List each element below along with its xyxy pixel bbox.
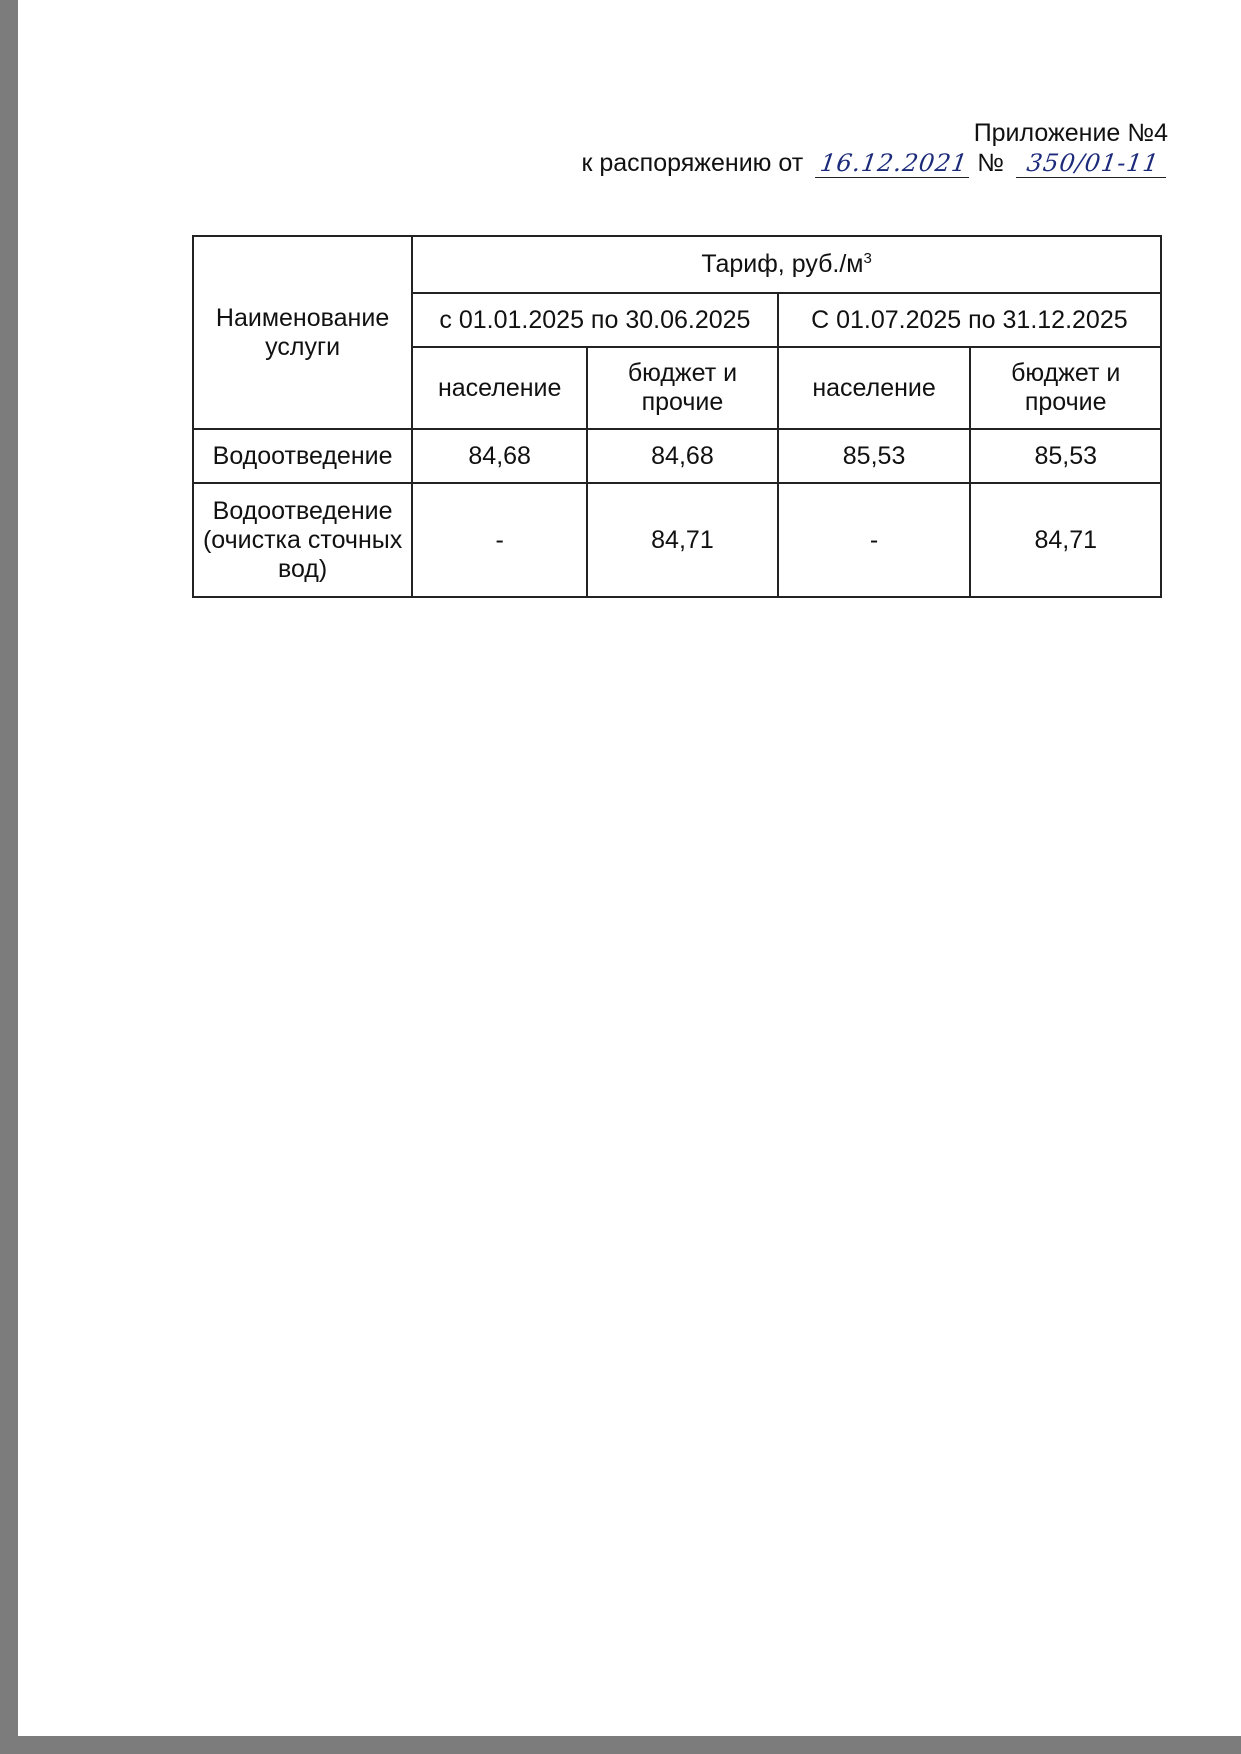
- p1-population-cell: 84,68: [412, 429, 587, 483]
- service-name-cell: Водоотведение (очистка сточных вод): [193, 483, 412, 597]
- p1-budget-header: бюджет и прочие: [587, 347, 778, 429]
- handwritten-order-date: 16.12.2021: [815, 149, 973, 178]
- p1-budget-cell: 84,68: [587, 429, 778, 483]
- service-name-header: Наименование услуги: [193, 236, 412, 429]
- document-page: [18, 0, 1241, 1736]
- p2-budget-cell: 84,71: [970, 483, 1161, 597]
- table-row: [193, 483, 1161, 597]
- p2-population-cell: 85,53: [778, 429, 971, 483]
- number-sign: №: [977, 149, 1004, 177]
- order-prefix: к распоряжению от: [581, 149, 804, 177]
- p1-budget-cell: 84,71: [587, 483, 778, 597]
- tariff-header-label: Тариф, руб./м: [701, 250, 864, 278]
- p2-population-header: население: [778, 347, 971, 429]
- tariff-unit-superscript: 3: [863, 250, 872, 267]
- p1-population-header: население: [412, 347, 587, 429]
- p2-budget-header: бюджет и прочие: [970, 347, 1161, 429]
- appendix-title: Приложение №4: [973, 119, 1168, 147]
- appendix-header: [581, 118, 1168, 178]
- table-row: [193, 429, 1161, 483]
- period-2-header: С 01.07.2025 по 31.12.2025: [778, 293, 1161, 347]
- scan-edge-bottom: [0, 1736, 1241, 1754]
- p1-population-cell: -: [412, 483, 587, 597]
- tariff-header: [412, 236, 1161, 293]
- service-name-cell: Водоотведение: [193, 429, 412, 483]
- order-reference: [581, 148, 1168, 178]
- p2-budget-cell: 85,53: [970, 429, 1161, 483]
- table-header-row: [193, 236, 1161, 293]
- tariff-table: [192, 235, 1162, 598]
- p2-population-cell: -: [778, 483, 971, 597]
- scan-edge-left: [0, 0, 18, 1754]
- handwritten-order-number: 350/01-11: [1016, 149, 1170, 178]
- period-1-header: с 01.01.2025 по 30.06.2025: [412, 293, 778, 347]
